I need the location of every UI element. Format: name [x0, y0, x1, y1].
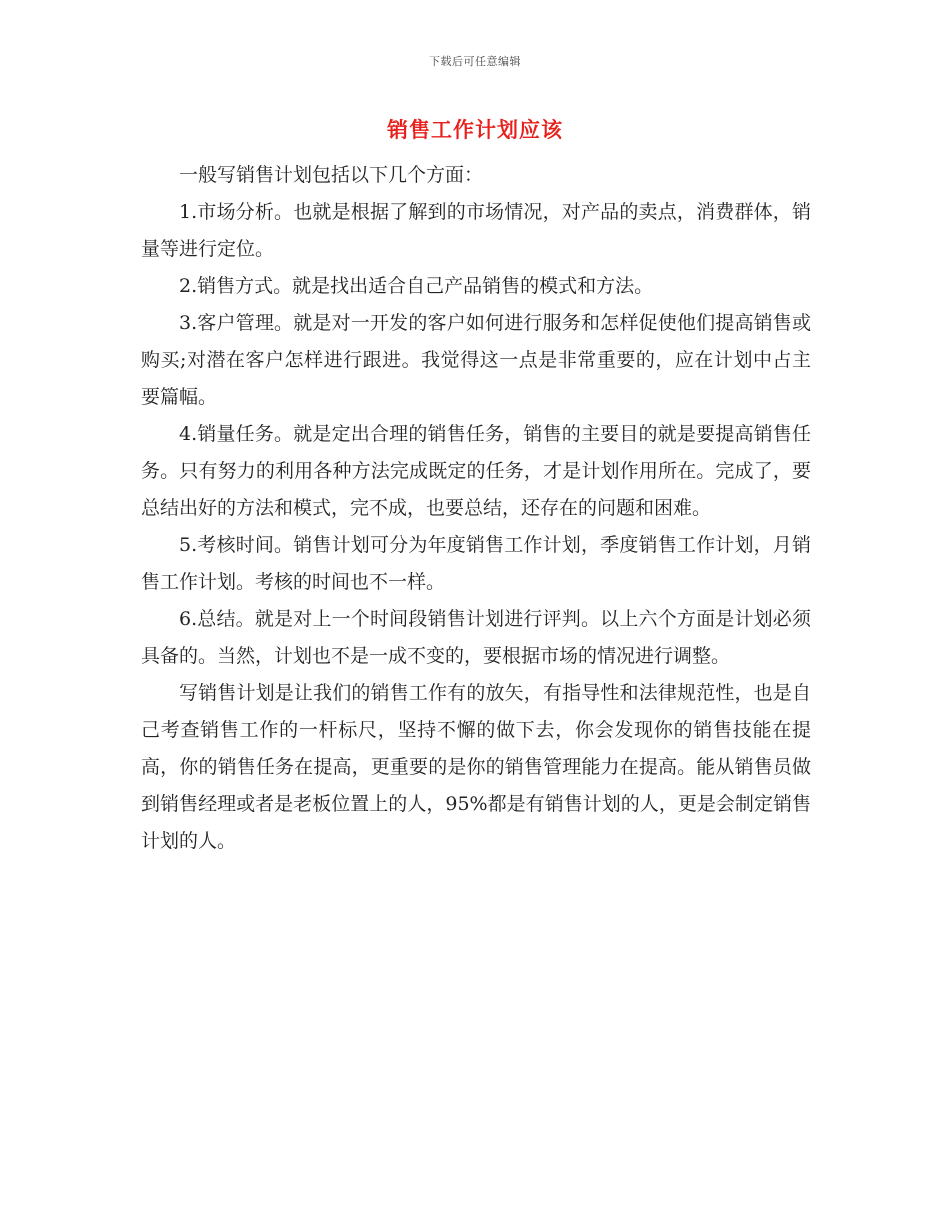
- paragraph-sales-target: 4.销量任务。就是定出合理的销售任务，销售的主要目的就是要提高销售任务。只有努力的利用各种方法完成既定的任务，才是计划作用所在。完成了，要总结出好的方法和模式，完不成，也要总结，还存在的问题和困难。: [141, 423, 811, 519]
- document-body: [141, 157, 811, 860]
- paragraph-assessment-time: 5.考核时间。销售计划可分为年度销售工作计划，季度销售工作计划，月销售工作计划。考核的时间也不一样。: [141, 534, 811, 593]
- paragraph-sales-method: 2.销售方式。就是找出适合自己产品销售的模式和方法。: [179, 275, 654, 297]
- paragraph-market-analysis: 1.市场分析。也就是根据了解到的市场情况，对产品的卖点，消费群体，销量等进行定位。: [141, 201, 811, 260]
- header-note: 下载后可任意编辑: [429, 55, 521, 68]
- paragraph-customer-management: 3.客户管理。就是对一开发的客户如何进行服务和怎样促使他们提高销售或购买;对潜在客户怎样进行跟进。我觉得这一点是非常重要的，应在计划中占主要篇幅。: [141, 312, 811, 408]
- paragraph-summary: 6.总结。就是对上一个时间段销售计划进行评判。以上六个方面是计划必须具备的。当然，计划也不是一成不变的，要根据市场的情况进行调整。: [141, 608, 811, 667]
- paragraph-conclusion: 写销售计划是让我们的销售工作有的放矢，有指导性和法律规范性，也是自己考查销售工作的一杆标尺，坚持不懈的做下去，你会发现你的销售技能在提高，你的销售任务在提高，更重要的是你的销售管理能力在提高。能从销售员做到销售经理或者是老板位置上的人，95%都是有销售计划的人，更是会制定销售计划的人。: [141, 682, 811, 852]
- document-title: 销售工作计划应该: [387, 118, 563, 142]
- paragraph-intro: 一般写销售计划包括以下几个方面：: [179, 164, 484, 186]
